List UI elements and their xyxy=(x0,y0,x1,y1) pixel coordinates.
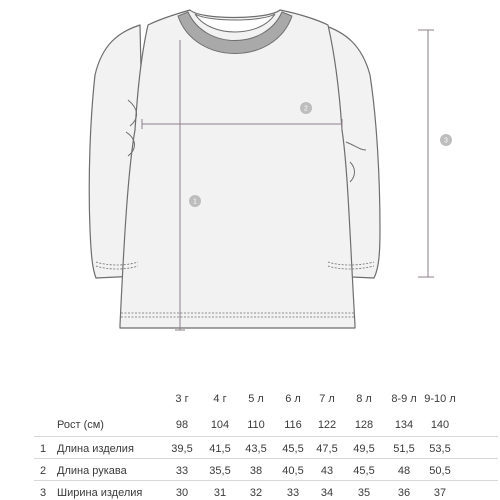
table-cell: 50,5 xyxy=(429,465,451,477)
marker-3 xyxy=(440,134,452,146)
table-cell: 41,5 xyxy=(209,443,231,455)
row-index: 2 xyxy=(40,465,47,477)
column-header: 7 л xyxy=(319,393,335,405)
row-label: Рост (см) xyxy=(57,419,104,431)
table-cell: 110 xyxy=(247,419,265,431)
column-header: 4 г xyxy=(213,393,227,405)
row-divider xyxy=(34,458,498,459)
table-cell: 31 xyxy=(213,487,227,499)
table-cell: 40,5 xyxy=(282,465,304,477)
table-cell: 51,5 xyxy=(393,443,415,455)
table-cell: 45,5 xyxy=(282,443,304,455)
table-cell: 34 xyxy=(320,487,334,499)
table-cell: 30 xyxy=(175,487,189,499)
shirt-body xyxy=(120,10,355,328)
table-cell: 35,5 xyxy=(209,465,231,477)
table-cell: 37 xyxy=(433,487,447,499)
row-divider xyxy=(34,436,498,437)
table-cell: 47,5 xyxy=(316,443,338,455)
marker-2 xyxy=(300,102,312,114)
marker-3-label: 3 xyxy=(444,137,448,145)
marker-1 xyxy=(189,195,201,207)
column-header: 8-9 л xyxy=(391,393,417,405)
table-cell: 128 xyxy=(354,419,374,431)
column-header: 6 л xyxy=(285,393,301,405)
table-cell: 45,5 xyxy=(353,465,375,477)
table-cell: 122 xyxy=(317,419,337,431)
table-cell: 134 xyxy=(394,419,414,431)
table-cell: 116 xyxy=(284,419,302,431)
marker-2-label: 2 xyxy=(304,105,308,113)
size-table xyxy=(0,384,500,500)
table-cell: 33 xyxy=(286,487,300,499)
table-cell: 140 xyxy=(430,419,450,431)
marker-1-label: 1 xyxy=(193,198,197,206)
table-cell: 43,5 xyxy=(245,443,267,455)
table-cell: 49,5 xyxy=(353,443,375,455)
row-label: Длина изделия xyxy=(57,443,134,455)
row-index: 1 xyxy=(40,443,47,455)
column-header: 8 л xyxy=(356,393,372,405)
row-divider xyxy=(34,480,498,481)
table-cell: 53,5 xyxy=(429,443,451,455)
table-cell: 39,5 xyxy=(171,443,193,455)
column-header: 3 г xyxy=(175,393,189,405)
row-label: Длина рукава xyxy=(57,465,127,477)
table-cell: 36 xyxy=(397,487,411,499)
table-cell: 98 xyxy=(175,419,189,431)
table-cell: 38 xyxy=(249,465,263,477)
table-cell: 32 xyxy=(249,487,263,499)
table-cell: 48 xyxy=(397,465,411,477)
table-cell: 43 xyxy=(320,465,334,477)
table-cell: 104 xyxy=(210,419,230,431)
row-index: 3 xyxy=(40,487,47,499)
row-label: Ширина изделия xyxy=(57,487,143,499)
column-header: 5 л xyxy=(248,393,264,405)
table-cell: 35 xyxy=(357,487,371,499)
table-cell: 33 xyxy=(175,465,189,477)
column-header: 9-10 л xyxy=(424,393,456,405)
shirt-outline xyxy=(89,10,380,328)
